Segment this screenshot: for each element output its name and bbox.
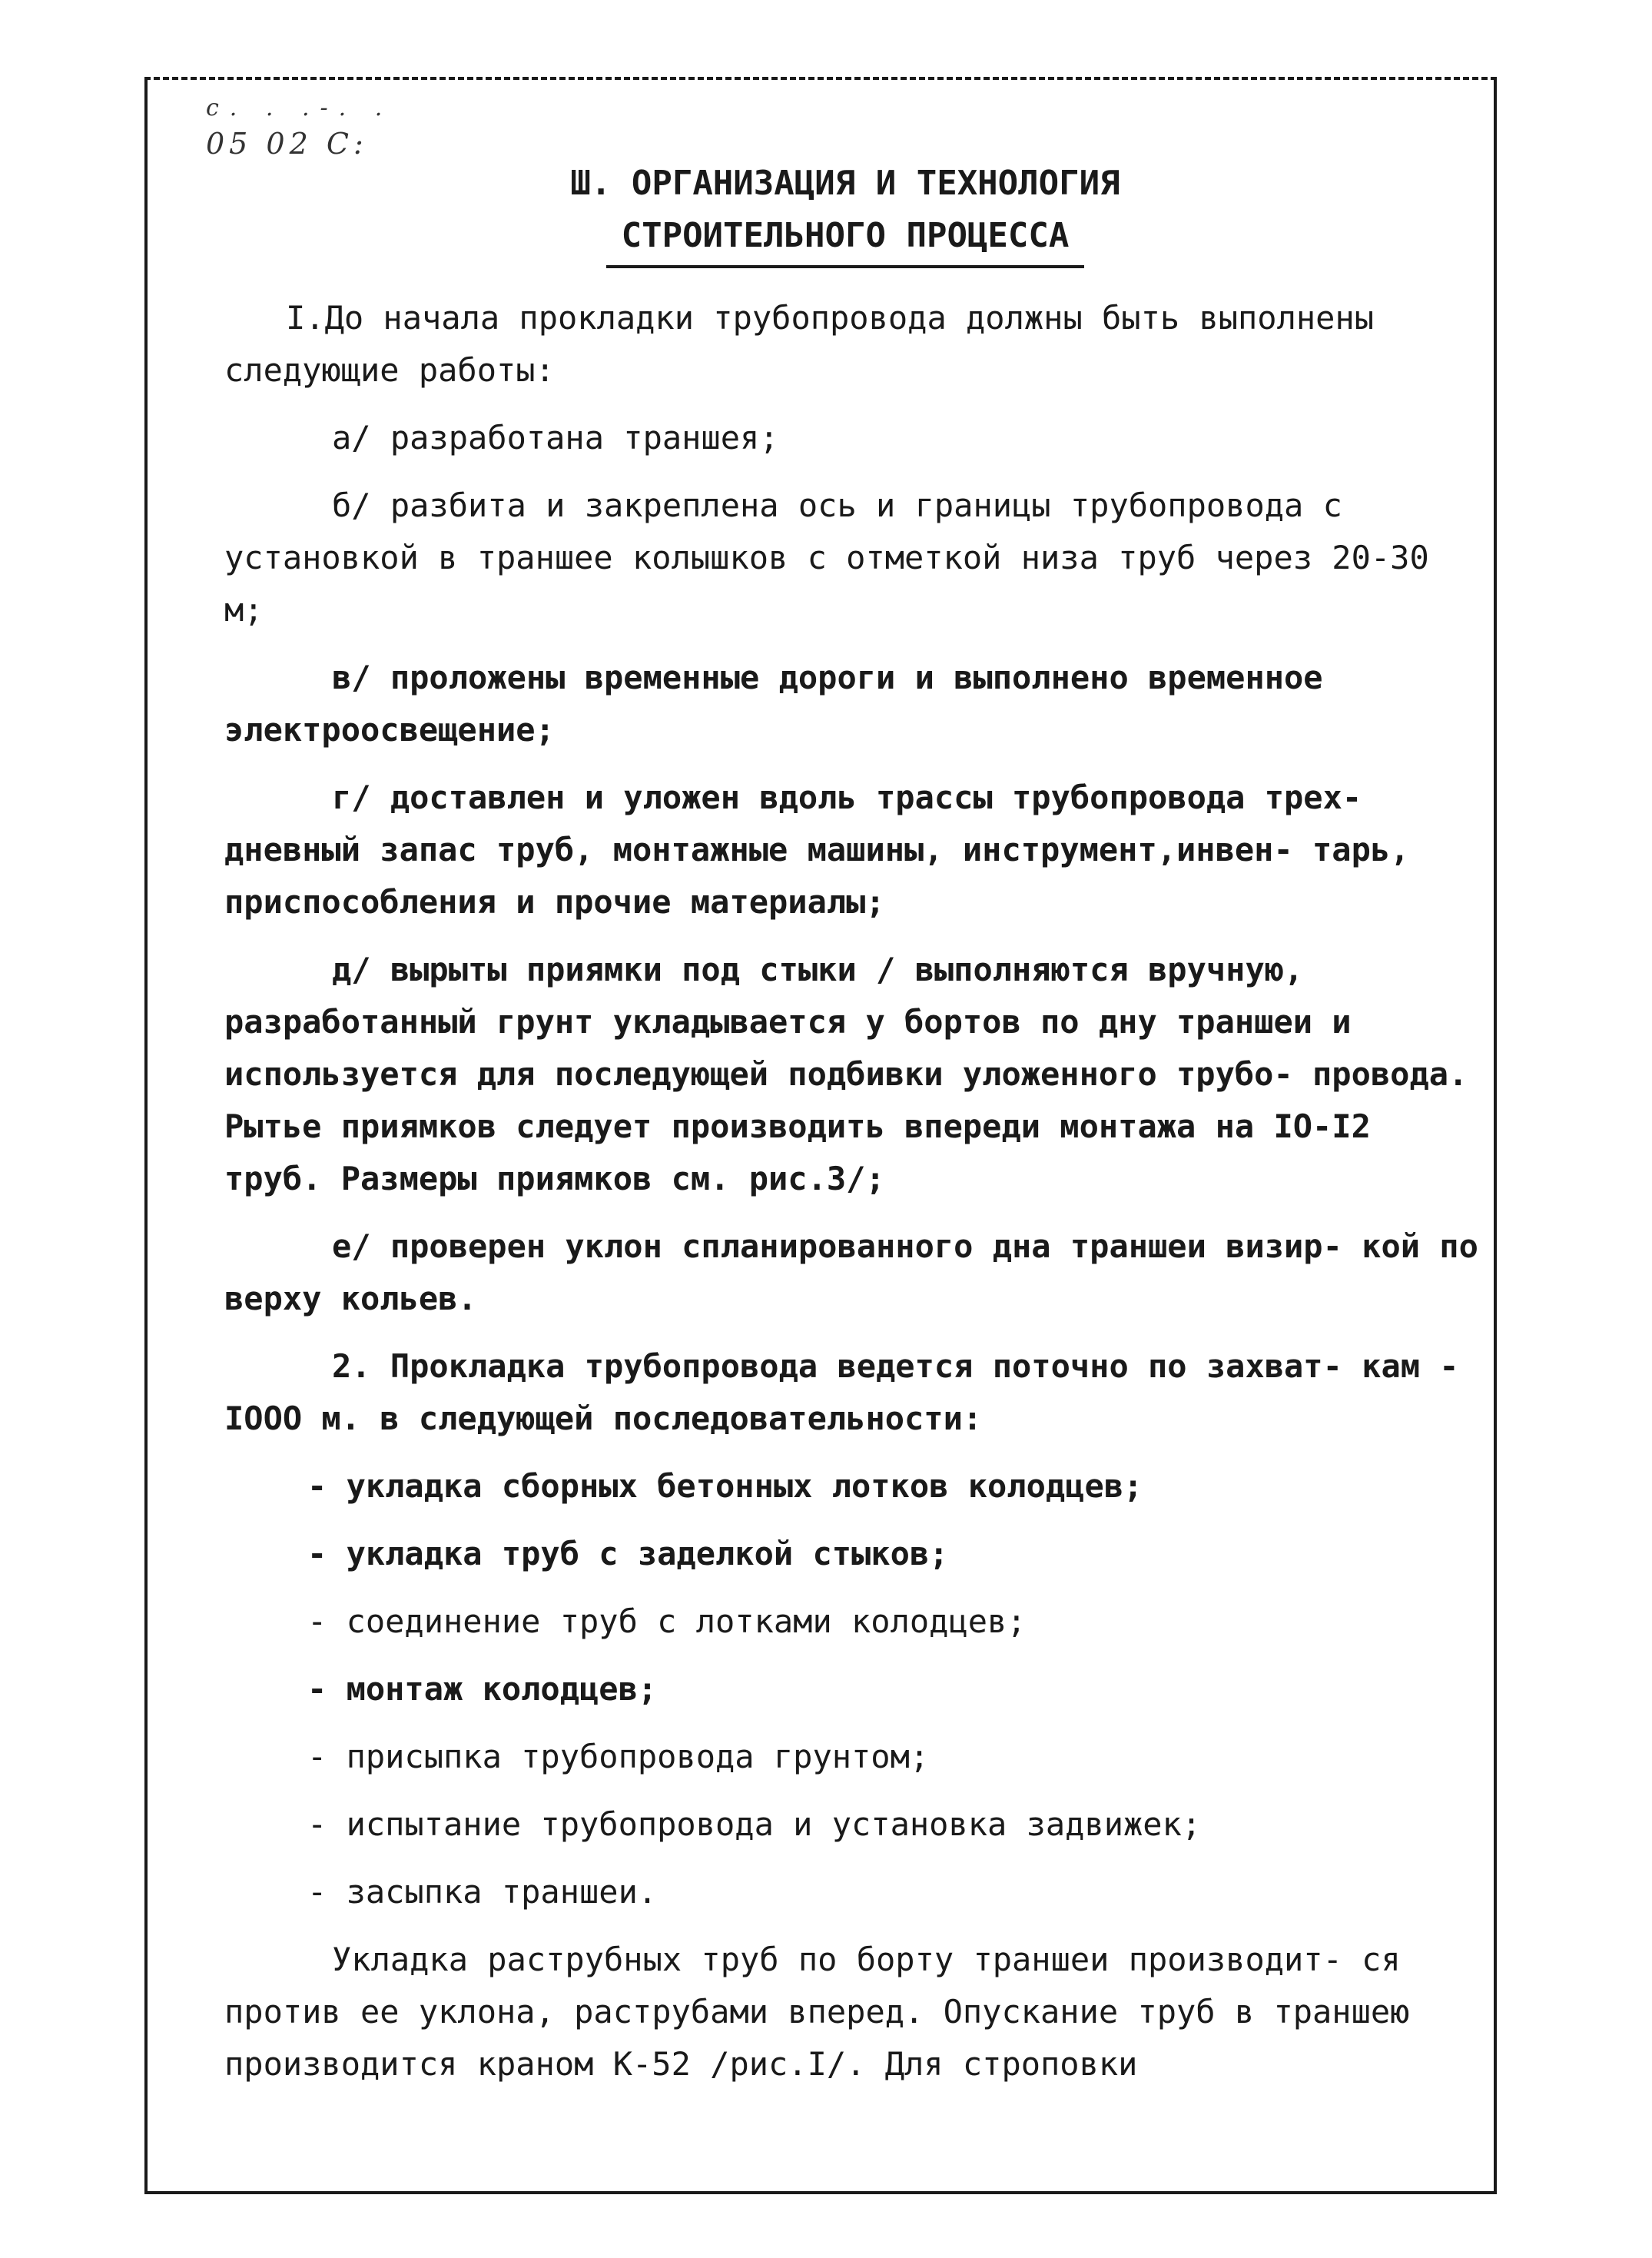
section2-step-3: - соединение труб с лотками колодцев; (307, 1602, 1027, 1640)
section2-step-4: - монтаж колодцев; (307, 1670, 658, 1708)
heading-line2: СТРОИТЕЛЬНОГО ПРОЦЕССА (606, 210, 1085, 268)
section2-step-1: - укладка сборных бетонных лотков колодцев; (307, 1467, 1143, 1505)
section2-step-5: - присыпка трубопровода грунтом; (307, 1738, 930, 1775)
document-body (224, 292, 1484, 2106)
handwritten-corner-note (206, 91, 393, 161)
section1-item-v: в/ проложены временные дороги и выполнено временное электроосвещение; (224, 659, 1323, 749)
corner-note-line1: с. . .-. . (206, 95, 393, 121)
heading-line1: Ш. ОРГАНИЗАЦИЯ И ТЕХНОЛОГИЯ (570, 164, 1120, 203)
section2-step-6: - испытание трубопровода и установка задвижек; (307, 1805, 1202, 1843)
section1-item-b: б/ разбита и закреплена ось и границы трубопровода с установкой в траншее колышков с отметкой низа труб через 20-30 м; (224, 486, 1429, 629)
closing-paragraph: Укладка раструбных труб по борту траншеи производит- ся против ее уклона, раструбами вперед. Опускание труб в траншею производится краном К-52 /рис.I/. Для строповки (224, 1941, 1410, 2083)
section1-item-e: е/ проверен уклон спланированного дна траншеи визир- кой по верху кольев. (224, 1227, 1478, 1317)
section-heading (476, 158, 1214, 268)
section2-step-7: - засыпка траншеи. (307, 1873, 658, 1911)
section1-item-a: а/ разработана траншея; (332, 419, 779, 457)
section2-step-2: - укладка труб с заделкой стыков; (307, 1535, 949, 1572)
corner-note-line2: 05 02 С: (206, 127, 368, 161)
section1-intro: I.До начала прокладки трубопровода должны быть выполнены следующие работы: (224, 299, 1375, 389)
section2-intro: 2. Прокладка трубопровода ведется поточно по захват- кам - IOOO м. в следующей последовательности: (224, 1347, 1459, 1437)
section1-item-g: г/ доставлен и уложен вдоль трассы трубопровода трех- дневный запас труб, монтажные машины, инструмент,инвен- тарь, приспособления и прочие материалы; (224, 779, 1410, 921)
section1-item-d: д/ вырыты приямки под стыки / выполняются вручную, разработанный грунт укладывается у бортов по дну траншеи и используется для последующей подбивки уложенного трубо- провода. Рытье приямков следует производить впереди монтажа на IO-I2 труб. Размеры приямков см. рис.3/; (224, 951, 1468, 1197)
